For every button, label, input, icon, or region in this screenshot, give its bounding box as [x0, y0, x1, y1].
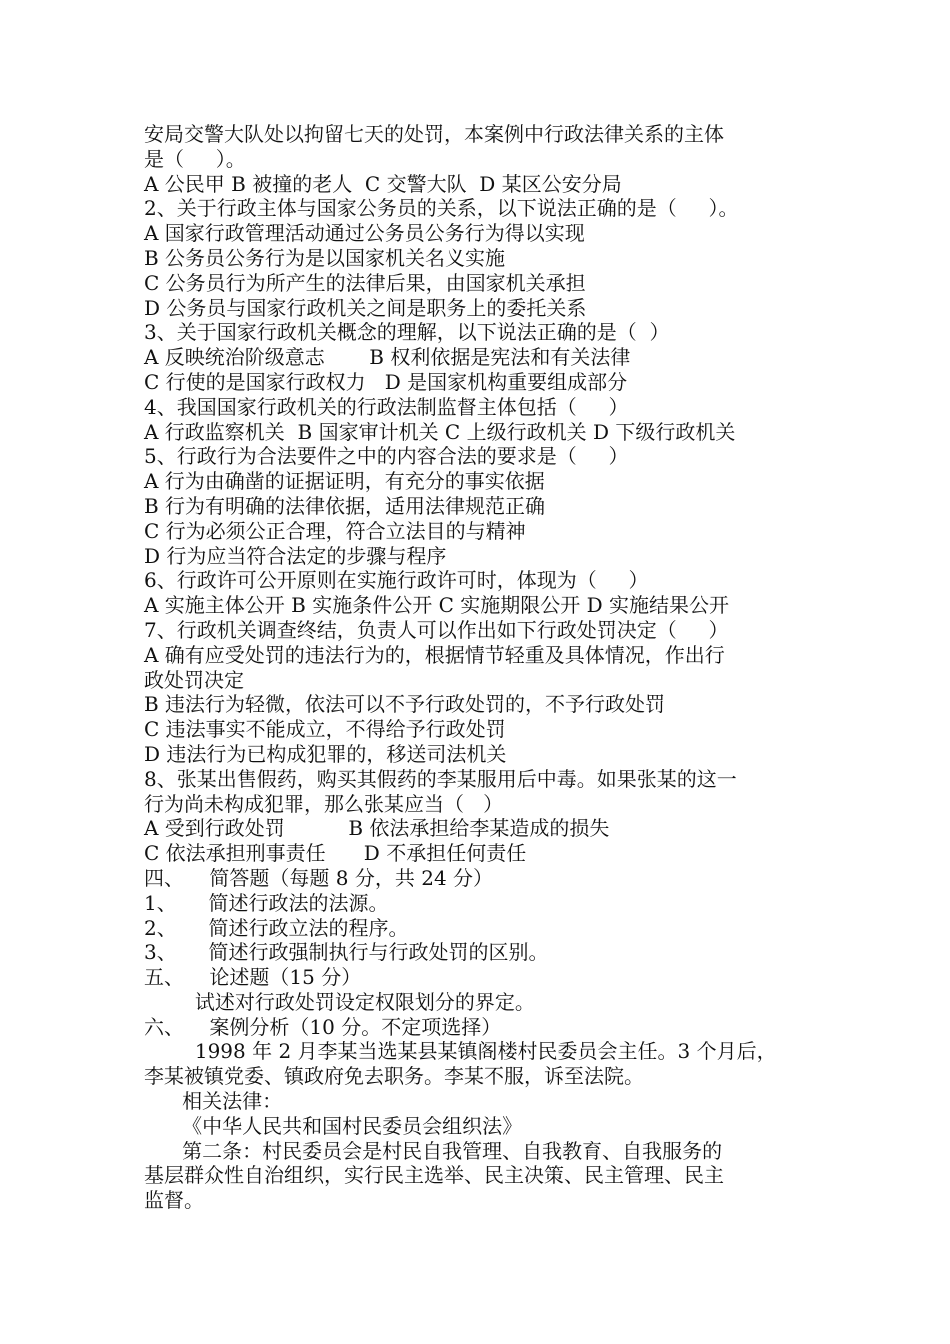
text-line: 1、 简述行政法的法源。 [144, 890, 389, 915]
text-line: 试述对行政处罚设定权限划分的界定。 [144, 989, 535, 1014]
text-line: 4、我国国家行政机关的行政法制监督主体包括（ ） [144, 394, 629, 419]
text-line: 第二条：村民委员会是村民自我管理、自我教育、自我服务的 [144, 1138, 723, 1163]
text-line: A 反映统治阶级意志 B 权利依据是宪法和有关法律 [144, 345, 631, 370]
text-line: B 行为有明确的法律依据，适用法律规范正确 [144, 493, 546, 518]
section-heading: 五、 论述题（15 分） [144, 965, 362, 990]
text-line: 3、关于国家行政机关概念的理解，以下说法正确的是（ ） [144, 320, 670, 345]
text-line: C 公务员行为所产生的法律后果，由国家机关承担 [144, 270, 586, 295]
text-line: C 行为必须公正合理，符合立法目的与精神 [144, 518, 526, 543]
text-line: B 违法行为轻微，依法可以不予行政处罚的，不予行政处罚 [144, 692, 666, 717]
text-line: A 确有应受处罚的违法行为的，根据情节轻重及具体情况，作出行 [144, 642, 725, 667]
text-line: 5、行政行为合法要件之中的内容合法的要求是（ ） [144, 444, 629, 469]
text-line: 是（ ）。 [144, 146, 246, 171]
text-line: 相关法律： [144, 1089, 283, 1114]
text-line: A 行政监察机关 B 国家审计机关 C 上级行政机关 D 下级行政机关 [144, 419, 736, 444]
text-line: D 公务员与国家行政机关之间是职务上的委托关系 [144, 295, 587, 320]
text-line: A 受到行政处罚 B 依法承担给李某造成的损失 [144, 816, 610, 841]
text-line: D 违法行为已构成犯罪的，移送司法机关 [144, 741, 507, 766]
text-line: 李某被镇党委、镇政府免去职务。李某不服，诉至法院。 [144, 1064, 644, 1089]
text-line: 2、 简述行政立法的程序。 [144, 915, 409, 940]
text-line: 安局交警大队处以拘留七天的处罚，本案例中行政法律关系的主体 [144, 122, 724, 146]
text-line: 行为尚未构成犯罪，那么张某应当（ ） [144, 791, 504, 816]
text-line: 1998 年 2 月李某当选某县某镇阁楼村民委员会主任。3 个月后， [144, 1039, 777, 1064]
text-line: A 国家行政管理活动通过公务员公务行为得以实现 [144, 221, 585, 246]
text-line: 3、 简述行政强制执行与行政处罚的区别。 [144, 940, 549, 965]
text-line: A 实施主体公开 B 实施条件公开 C 实施期限公开 D 实施结果公开 [144, 593, 729, 618]
text-line: 6、行政许可公开原则在实施行政许可时，体现为（ ） [144, 568, 649, 593]
text-line: B 公务员公务行为是以国家机关名义实施 [144, 245, 506, 270]
text-line: C 违法事实不能成立，不得给予行政处罚 [144, 717, 506, 742]
text-line: 8、张某出售假药，购买其假药的李某服用后中毒。如果张某的这一 [144, 766, 737, 791]
text-line: D 行为应当符合法定的步骤与程序 [144, 543, 447, 568]
text-line: 2、关于行政主体与国家公务员的关系，以下说法正确的是（ ）。 [144, 196, 739, 221]
text-line: 《中华人民共和国村民委员会组织法》 [144, 1113, 523, 1138]
text-line: A 公民甲 B 被撞的老人 C 交警大队 D 某区公安分局 [144, 171, 622, 196]
section-heading: 四、 简答题（每题 8 分，共 24 分） [144, 865, 494, 890]
text-line: 监督。 [144, 1188, 204, 1213]
text-line: C 依法承担刑事责任 D 不承担任何责任 [144, 841, 527, 866]
section-heading: 六、 案例分析（10 分。不定项选择） [144, 1014, 502, 1039]
text-line: 7、行政机关调查终结，负责人可以作出如下行政处罚决定（ ） [144, 617, 729, 642]
text-line: 基层群众性自治组织，实行民主选举、民主决策、民主管理、民主 [144, 1163, 724, 1188]
document-body [144, 122, 810, 1213]
text-line: C 行使的是国家行政权力 D 是国家机构重要组成部分 [144, 369, 628, 394]
text-line: 政处罚决定 [144, 667, 244, 692]
text-line: A 行为由确凿的证据证明，有充分的事实依据 [144, 469, 545, 494]
